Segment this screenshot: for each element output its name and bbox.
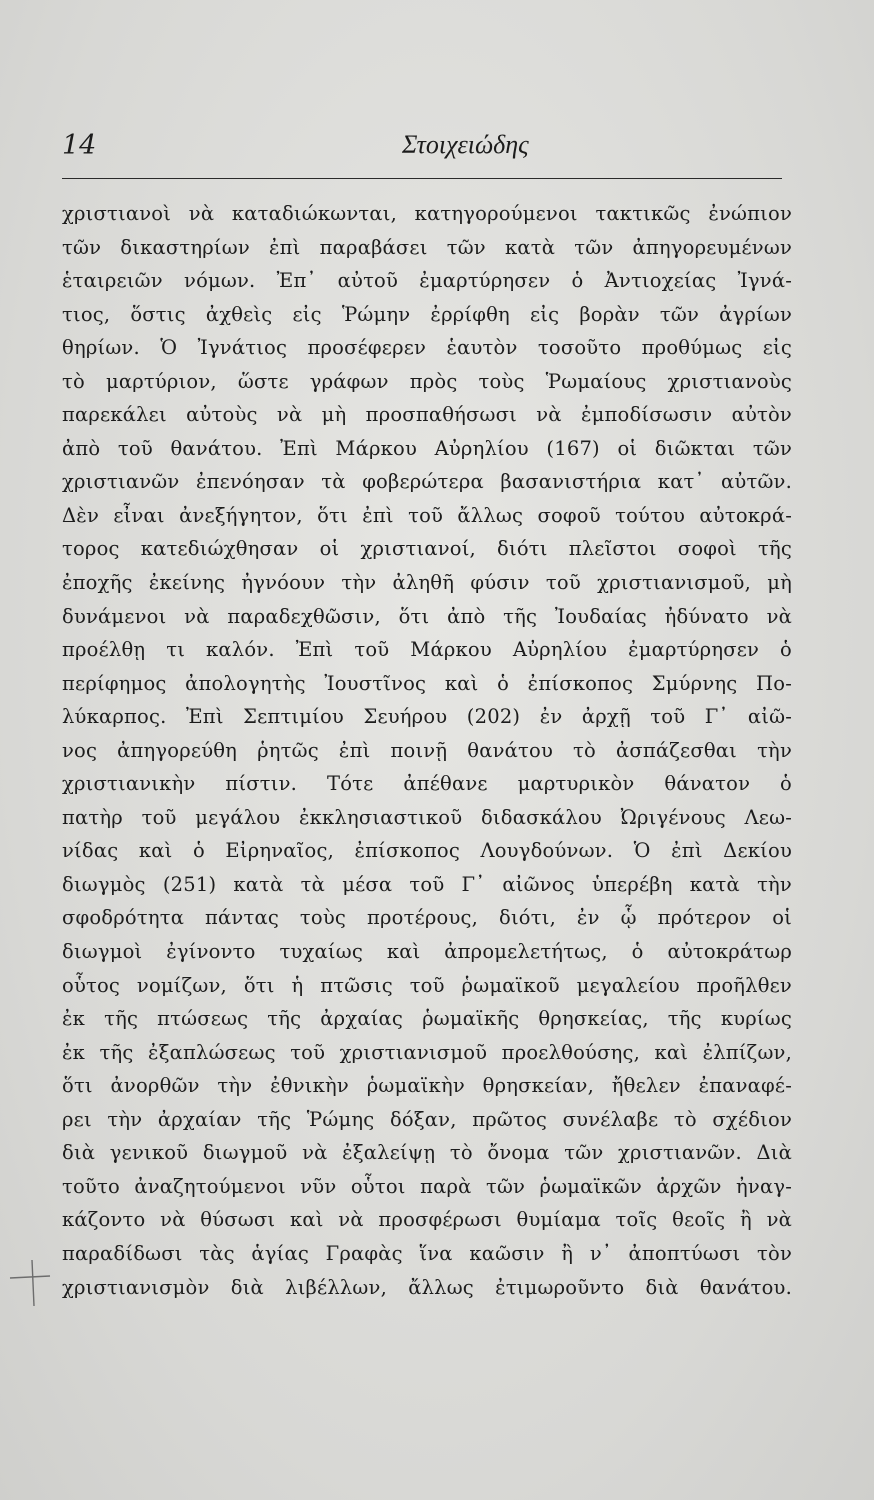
text-line: λύκαρπος. Ἐπὶ Σεπτιμίου Σευήρου (202) ἐν ἀρχῇ τοῦ Γ᾽ αἰῶ- <box>62 705 792 729</box>
body-text <box>62 197 792 1304</box>
text-line: νίδας καὶ ὁ Εἰρηναῖος, ἐπίσκοπος Λουγδούνων. Ὁ ἐπὶ Δεκίου <box>62 839 792 863</box>
text-line: διωγμὸς (251) κατὰ τὰ μέσα τοῦ Γ᾽ αἰῶνος ὑπερέβη κατὰ τὴν <box>62 872 792 896</box>
text-line: τιος, ὅστις ἀχθεὶς εἰς Ῥώμην ἐρρίφθη εἰς βορὰν τῶν ἀγρίων <box>62 302 792 326</box>
text-line: χριστιανοὶ νὰ καταδιώκωνται, κατηγορούμενοι τακτικῶς ἐνώπιον <box>62 202 792 225</box>
text-line: ὅτι ἀνορθῶν τὴν ἐθνικὴν ῥωμαϊκὴν θρησκείαν, ἤθελεν ἐπαναφέ- <box>62 1074 792 1098</box>
text-line: χριστιανισμὸν διὰ λιβέλλων, ἄλλως ἐτιμωροῦντο διὰ θανάτου. <box>62 1275 792 1299</box>
text-line: παρεκάλει αὐτοὺς νὰ μὴ προσπαθήσωσι νὰ ἐμποδίσωσιν αὐτὸν <box>62 403 792 427</box>
text-line: ἐποχῆς ἐκείνης ἠγνόουν τὴν ἀληθῆ φύσιν τοῦ χριστιανισμοῦ, μὴ <box>62 571 792 595</box>
text-line: χριστιανικὴν πίστιν. Τότε ἀπέθανε μαρτυρικὸν θάνατον ὁ <box>62 772 792 796</box>
text-line: ἑταιρειῶν νόμων. Ἐπ᾽ αὐτοῦ ἐμαρτύρησεν ὁ Ἀντιοχείας Ἰγνά- <box>62 269 792 293</box>
text-line: περίφημος ἀπολογητὴς Ἰουστῖνος καὶ ὁ ἐπίσκοπος Σμύρνης Πο- <box>62 671 792 695</box>
text-line: πατὴρ τοῦ μεγάλου ἐκκλησιαστικοῦ διδασκάλου Ὠριγένους Λεω- <box>62 805 792 829</box>
text-line: διωγμοὶ ἐγίνοντο τυχαίως καὶ ἀπρομελετήτως, ὁ αὐτοκράτωρ <box>62 940 792 964</box>
text-line: κάζοντο νὰ θύσωσι καὶ νὰ προσφέρωσι θυμίαμα τοῖς θεοῖς ἢ νὰ <box>62 1208 792 1232</box>
text-line: σφοδρότητα πάντας τοὺς προτέρους, διότι, ἐν ᾧ πρότερον οἱ <box>62 906 792 930</box>
text-line: οὗτος νομίζων, ὅτι ἡ πτῶσις τοῦ ῥωμαϊκοῦ μεγαλείου προῆλθεν <box>62 973 792 997</box>
text-line: χριστιανῶν ἐπενόησαν τὰ φοβερώτερα βασανιστήρια κατ᾽ αὐτῶν. <box>62 470 792 494</box>
text-line: ἐκ τῆς πτώσεως τῆς ἀρχαίας ῥωμαϊκῆς θρησκείας, τῆς κυρίως <box>62 1007 792 1031</box>
text-line: θηρίων. Ὁ Ἰγνάτιος προσέφερεν ἑαυτὸν τοσοῦτο προθύμως εἰς <box>62 336 792 360</box>
pencil-margin-mark <box>4 1250 56 1310</box>
text-line: νος ἀπηγορεύθη ῥητῶς ἐπὶ ποινῇ θανάτου τὸ ἀσπάζεσθαι τὴν <box>62 738 792 762</box>
text-line: τῶν δικαστηρίων ἐπὶ παραβάσει τῶν κατὰ τῶν ἀπηγορευμένων <box>62 235 792 259</box>
text-line: τοῦτο ἀναζητούμενοι νῦν οὗτοι παρὰ τῶν ῥωμαϊκῶν ἀρχῶν ἠναγ- <box>62 1174 792 1198</box>
text-line: Δὲν εἶναι ἀνεξήγητον, ὅτι ἐπὶ τοῦ ἄλλως σοφοῦ τούτου αὐτοκρά- <box>62 503 792 527</box>
page-header <box>62 130 782 170</box>
text-line: παραδίδωσι τὰς ἁγίας Γραφὰς ἵνα καῶσιν ἢ ν᾽ ἀποπτύωσι τὸν <box>62 1241 792 1265</box>
text-line: ἐκ τῆς ἐξαπλώσεως τοῦ χριστιανισμοῦ προελθούσης, καὶ ἐλπίζων, <box>62 1040 792 1064</box>
text-line: διὰ γενικοῦ διωγμοῦ νὰ ἐξαλείψῃ τὸ ὄνομα τῶν χριστιανῶν. Διὰ <box>62 1141 792 1165</box>
running-title: Στοιχειώδης <box>402 130 529 159</box>
text-line: ρει τὴν ἀρχαίαν τῆς Ῥώμης δόξαν, πρῶτος συνέλαβε τὸ σχέδιον <box>62 1107 792 1131</box>
text-line: τὸ μαρτύριον, ὥστε γράφων πρὸς τοὺς Ῥωμαίους χριστιανοὺς <box>62 369 792 393</box>
header-rule <box>62 178 782 179</box>
text-line: δυνάμενοι νὰ παραδεχθῶσιν, ὅτι ἀπὸ τῆς Ἰουδαίας ἠδύνατο νὰ <box>62 604 792 628</box>
text-line: τορος κατεδιώχθησαν οἱ χριστιανοί, διότι πλεῖστοι σοφοὶ τῆς <box>62 537 792 561</box>
page-number: 14 <box>62 130 97 161</box>
text-line: ἀπὸ τοῦ θανάτου. Ἐπὶ Μάρκου Αὐρηλίου (167) οἱ διῶκται τῶν <box>62 436 792 460</box>
text-line: προέλθῃ τι καλόν. Ἐπὶ τοῦ Μάρκου Αὐρηλίου ἐμαρτύρησεν ὁ <box>62 638 792 662</box>
